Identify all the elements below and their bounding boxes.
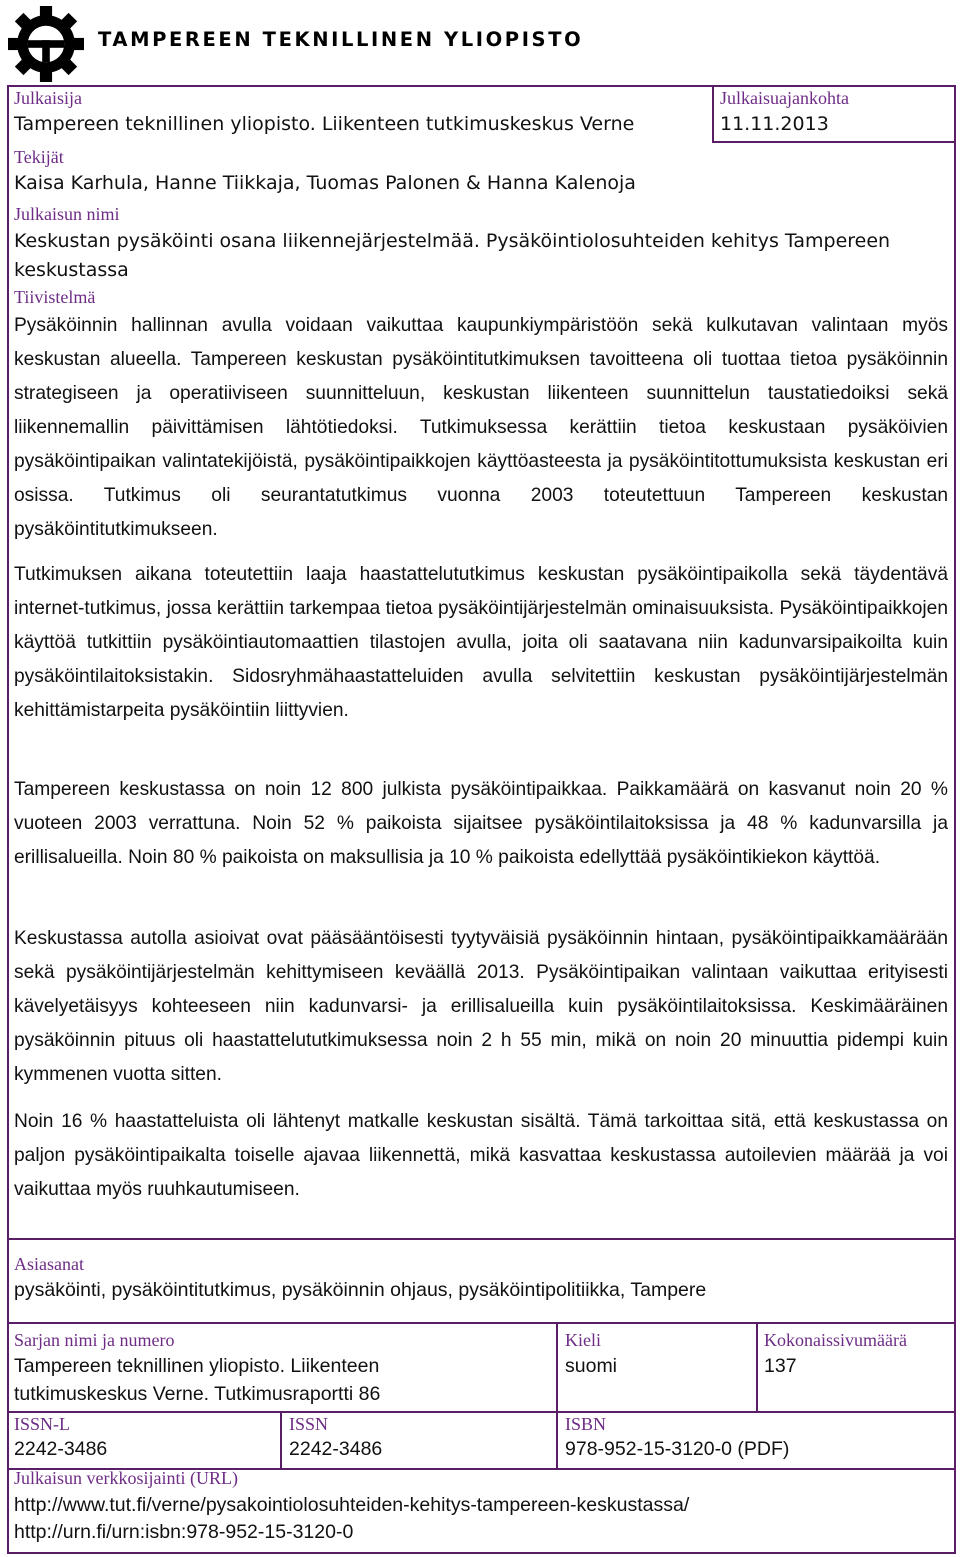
- series-line-2: tutkimuskeskus Verne. Tutkimusraportti 86: [14, 1383, 381, 1405]
- divider: [7, 1322, 956, 1324]
- title-label: Julkaisun nimi: [14, 204, 120, 224]
- language-value: suomi: [565, 1355, 618, 1377]
- gear-logo-icon: [8, 6, 84, 82]
- divider: [7, 1238, 956, 1240]
- issn-l-value: 2242-3486: [14, 1438, 108, 1460]
- series-line-1: Tampereen teknillinen yliopisto. Liikenteen: [14, 1355, 380, 1377]
- divider: [712, 85, 714, 142]
- abstract-paragraph: Pysäköinnin hallinnan avulla voidaan vaikuttaa kaupunkiympäristöön sekä kulkutavan valintaan myös keskustan alueella. Tampereen keskustan pysäköintitutkimuksen tavoitteena oli tuottaa tietoa pysäköinnin strategiseen ja operatiiviseen suunnitteluun, keskustan liikenteen suunnittelun taustatiedoiksi sekä liikennemallin päivittämisen lähtötiedoksi. Tutkimuksessa kerättiin tietoa keskustaan pysäköivien pysäköintipaikan valintatekijöistä, pysäköintipaikkojen käyttöasteesta ja pysäköintitottumuksista keskustan eri osissa. Tutkimus oli seurantatutkimus vuonna 2003 toteutettuun Tampereen keskustan pysäköintitutkimukseen.: [14, 315, 948, 540]
- divider: [712, 141, 956, 143]
- issn-label: ISSN: [289, 1414, 329, 1434]
- keywords-value: pysäköinti, pysäköintitutkimus, pysäköinnin ohjaus, pysäköintipolitiikka, Tampere: [14, 1279, 707, 1301]
- divider: [7, 1411, 956, 1413]
- language-label: Kieli: [565, 1330, 601, 1350]
- abstract-paragraph: Noin 16 % haastatteluista oli lähtenyt matkalle keskustan sisältä. Tämä tarkoittaa sitä, että keskustassa on paljon pysäköintipaikalta toiselle ajavaa liikennettä, mikä kasvattaa keskustassa autoilevien määrää ja voi vaikuttaa myös ruuhkautumiseen.: [14, 1111, 948, 1200]
- abstract-label: Tiivistelmä: [14, 287, 96, 307]
- authors-label: Tekijät: [14, 147, 64, 167]
- pages-label: Kokonaissivumäärä: [764, 1330, 907, 1350]
- publication-date-value: 11.11.2013: [720, 113, 829, 135]
- publisher-label: Julkaisija: [14, 88, 82, 108]
- divider: [556, 1322, 558, 1469]
- keywords-label: Asiasanat: [14, 1254, 84, 1274]
- authors-value: Kaisa Karhula, Hanne Tiikkaja, Tuomas Palonen & Hanna Kalenoja: [14, 172, 636, 194]
- university-name: TAMPEREEN TEKNILLINEN YLIOPISTO: [98, 28, 584, 51]
- title-line-2: keskustassa: [14, 259, 129, 281]
- abstract-paragraph: Tutkimuksen aikana toteutettiin laaja haastattelututkimus keskustan pysäköintipaikolla sekä täydentävä internet-tutkimus, jossa kerättiin tarkempaa tietoa pysäköintijärjestelmän ominaisuuksista. Pysäköintipaikkojen käyttöä tutkittiin pysäköintiautomaattien tilastojen avulla, joita oli saatavana niin kadunvarsipaikoilta kuin pysäköintilaitoksistakin. Sidosryhmähaastatteluiden avulla selvitettiin keskustan pysäköintijärjestelmän kehittämistarpeita pysäköintiin liittyvien.: [14, 564, 948, 721]
- abstract-paragraph: Keskustassa autolla asioivat ovat pääsääntöisesti tyytyväisiä pysäköinnin hintaan, pysäköintipaikkamäärään sekä pysäköintijärjestelmän kehittymiseen keväällä 2013. Pysäköintipaikan valintaan vaikuttaa erityisesti kävelyetäisyys kohteeseen niin kadunvarsi- ja erillisalueilla kuin pysäköintilaitoksissa. Keskimääräinen pysäköinnin pituus oli haastattelututkimuksessa noin 2 h 55 min, mikä on noin 20 minuuttia pidempi kuin kymmenen vuotta sitten.: [14, 928, 948, 1085]
- series-label: Sarjan nimi ja numero: [14, 1330, 175, 1350]
- title-line-1: Keskustan pysäköinti osana liikennejärjestelmää. Pysäköintiolosuhteiden kehitys Tampereen: [14, 230, 891, 252]
- isbn-label: ISBN: [565, 1414, 607, 1434]
- divider: [280, 1411, 282, 1469]
- abstract-paragraph: Tampereen keskustassa on noin 12 800 julkista pysäköintipaikkaa. Paikkamäärä on kasvanut noin 20 % vuoteen 2003 verrattuna. Noin 52 % paikoista sijaitsee pysäköintilaitoksissa ja 48 % kadunvarsilla ja erillisalueilla. Noin 80 % paikoista on maksullisia ja 10 % paikoista edellyttää pysäköintikiekon käyttöä.: [14, 779, 948, 868]
- pages-value: 137: [764, 1355, 797, 1377]
- divider: [756, 1322, 758, 1412]
- publication-date-label: Julkaisuajankohta: [720, 88, 849, 108]
- issn-value: 2242-3486: [289, 1438, 383, 1460]
- url-link-2[interactable]: http://urn.fi/urn:isbn:978-952-15-3120-0: [14, 1521, 354, 1543]
- url-label: Julkaisun verkkosijainti (URL): [14, 1468, 238, 1488]
- publisher-value: Tampereen teknillinen yliopisto. Liikenteen tutkimuskeskus Verne: [14, 113, 635, 135]
- issn-l-label: ISSN-L: [14, 1414, 71, 1434]
- isbn-value: 978-952-15-3120-0 (PDF): [565, 1438, 790, 1460]
- url-link-1[interactable]: http://www.tut.fi/verne/pysakointiolosuhteiden-kehitys-tampereen-keskustassa/: [14, 1494, 690, 1516]
